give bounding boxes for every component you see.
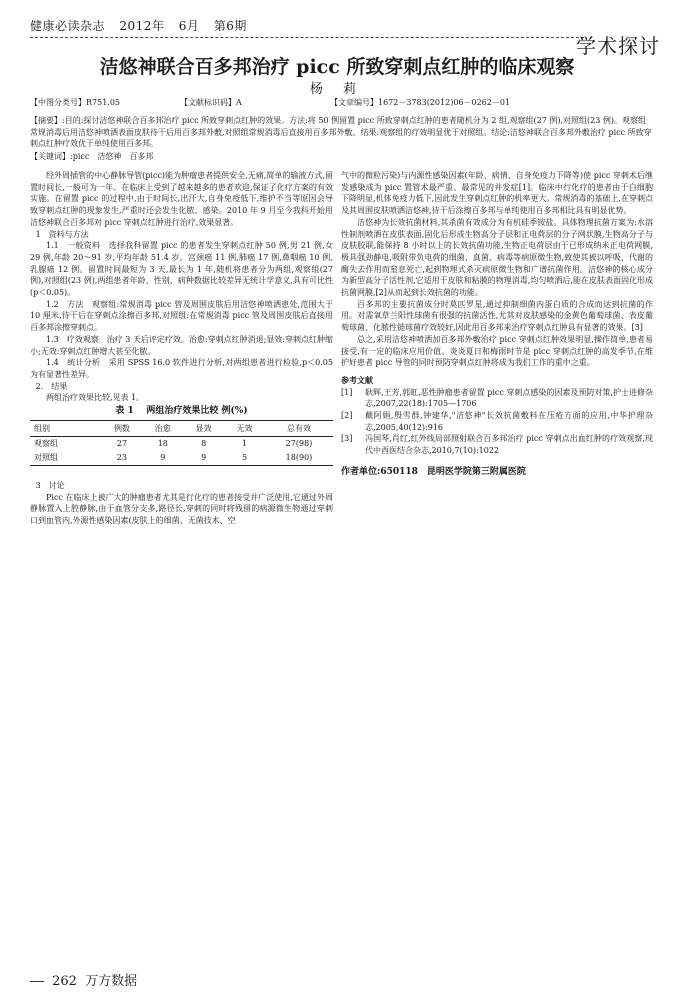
table-header-row xyxy=(30,420,333,437)
article-number: 【文章编号】1672－3783(2012)06－0262－01 xyxy=(330,98,511,107)
table-header-cell: 组别 xyxy=(30,420,102,437)
reference-text: 戴阿娟,殷雪群,钟建华,"洁悠神"长效抗菌敷料在压疮方面的应用,中华护理杂志,2005,40(12):916 xyxy=(365,411,653,432)
journal-year: 2012年 xyxy=(119,19,165,33)
table-header-cell: 治愈 xyxy=(142,420,183,437)
publisher-mark: 万方数据 xyxy=(85,974,138,989)
table-header-cell: 例数 xyxy=(102,420,143,437)
table-cell: 27(98) xyxy=(285,439,313,449)
clc-number: 【中图分类号】R751.05 xyxy=(30,98,121,107)
reference-item xyxy=(341,433,653,456)
section-heading: 2. 结果 xyxy=(35,381,68,391)
table-cell: 5 xyxy=(224,451,265,465)
keywords: 【关键词】:picc 洁悠神 百多邦 xyxy=(30,152,154,161)
journal-header xyxy=(30,17,257,34)
table-cell: 18 xyxy=(157,439,168,449)
discussion-paragraph: 气中的微粒污染)与内源性感染因素(年龄、病情、自身免疫力下降等)使 picc 穿刺术后继发感染成为 picc 置管术最严重、最常见的并发症[1]。临床中行化疗的患者由于白细胞下降明显,机体免疫力低下,因此发生穿刺点红肿的机率更大。常规消毒的基础上,在穿刺点及其周围皮肤喷洒洁悠神,待干后涂擦百多邦与单纯使用百多邦相比具有明显优势。 xyxy=(341,171,653,216)
section-label: 学术探讨 xyxy=(576,34,660,58)
section-heading: 1 资料与方法 xyxy=(35,229,89,239)
journal-issue: 第6期 xyxy=(213,19,247,33)
subsection-paragraph: 1.1 一般资料 选择我科留置 picc 的患者发生穿刺点红肿 50 例,男 21 例,女 29 例,年龄 20～91 岁,平均年龄 51.4 岁。宫颈癌 11 例,肺癌 17 例,鼻咽癌 10 例,乳腺癌 12 例。留置时间最短为 3 天,最长为 1 年,随机将患者分为两组,观察组(27 例),对照组(23 例),两组患者年龄、性别、病种数据比较差异无统计学意义,具有可比性(p＜0.05)。 xyxy=(30,241,333,298)
journal-month: 6月 xyxy=(178,19,200,33)
section-heading: 3 讨论 xyxy=(35,480,65,490)
discussion-paragraph: 洁悠神为长效抗菌材料,其杀菌有效成分为有机硅季铵盐。具体物理抗菌方案为:水溶性制剂喷洒在皮肤表面,固化后形成生物高分子层和正电荷层的分子网状膜,生物高分子与皮肤胶联,能保持 8 小时以上的长效抗菌功能,生物正电荷层由于已形成纳米正电荷网膜,极具强劲静电,吸附带负电荷的细菌、真菌、病毒等病原微生物,致使其被以呼吸、代谢的酶失去作用而窒息死亡,起到物理式杀灭病原微生物和广谱抗菌作用。洁悠神的核心成分为新型高分子活性剂,它适用于皮肤和粘膜的物理消毒,均匀喷洒后,能在皮肤表面固化形成抗菌网膜,[2]从而起到长效抗菌的功能。 xyxy=(341,217,653,298)
references-title: 参考文献 xyxy=(341,374,373,385)
table-row xyxy=(30,451,333,465)
table-title: 两组治疗效果比较 例(%) xyxy=(146,406,248,417)
discussion-paragraph: Picc 在临床上被广大的肿瘤患者尤其是行化疗的患者接受并广泛使用,它通过外周静脉置入上腔静脉,由于血管分支多,路径长,穿刺的同时将残留的病源微生物通过穿刺口到血管内,外源性感染因素(皮肤上的细菌、无菌技术、空 xyxy=(30,492,333,525)
page-number: 262 xyxy=(52,974,77,989)
author-affiliation: 作者单位:650118 昆明医学院第三附属医院 xyxy=(341,466,526,477)
table-cell: 9 xyxy=(183,451,224,465)
subsection-paragraph: 1.4 统计分析 采用 SPSS 16.0 软件进行分析,对两组患者进行检验,p＜0.05 为有显著性差异。 xyxy=(30,358,333,379)
footer-rule xyxy=(30,981,44,982)
table-header-cell: 显效 xyxy=(183,420,224,437)
left-column xyxy=(30,170,333,527)
table-cell: 观察组 xyxy=(34,439,58,449)
table-cell: 27 xyxy=(116,439,128,449)
table-label: 表 1 xyxy=(115,406,134,417)
abstract: 【摘要】:目的:探讨洁悠神联合百多邦治疗 picc 所致穿刺点红肿的效果。方法:将 50 例留置 picc 所致穿刺点红肿的患者随机分为 2 组,观察组(27 例),对照组(23 例)。观察组常规消毒后用洁悠神喷洒表面皮肤待干后用百多邦外敷,对照组常规消毒后直接用百多邦外敷。结果:观察组的疗效明显优于对照组。结论:洁悠神联合百多邦外敷治疗 picc 所致穿刺点红肿疗效优于单纯使用百多邦。 xyxy=(30,116,652,148)
intro-paragraph: 经外周插管的中心静脉导管(picc)能为肿瘤患者提供安全,无痛,简单的输液方式,留置时间长,一般可为一年。在临床上受到了越来越多的患者欢迎,保证了化疗方案的有效实施。在留置 picc 的过程中,由于时间长,出汗大,自身免疫低下,维护不当等原因会导致穿刺点红肿的现象发生,严重时还会发生化脓、感染。2010 年 9 月至今我科开始用洁悠神联合百多邦对 picc 穿刺点红肿进行治疗,效果显著。 xyxy=(30,171,333,227)
table-cell: 8 xyxy=(201,439,207,449)
subsection-paragraph: 1.2 方法 观察组:常规消毒 picc 管及周围皮肤后用洁悠神喷洒患处,范围大于 10 厘米,待干后在穿刺点涂擦百多邦,对照组:在常规消毒 picc 管及周围皮肤后直接用百多邦涂擦穿刺点。 xyxy=(30,299,333,333)
reference-item xyxy=(341,387,653,410)
reference-number: [1] xyxy=(341,387,353,397)
discussion-paragraph: 百多邦的主要抗菌成分时莫匹罗星,通过抑制细菌内蛋白质的合成而达到抗菌的作用。对需氧草兰阳性球菌有很强的抗菌活性,尤其对皮肤感染的金黄色葡萄球菌、表皮葡萄球菌、化脓性链球菌疗效较好,因此用百多邦来治疗穿刺点红肿具有显著的效果。[3] xyxy=(341,299,653,333)
subsection-paragraph: 1.3 疗效观察 治疗 3 天后评定疗效。治愈:穿刺点红肿消退;显效:穿刺点红肿缩小;无效:穿刺点红肿增大甚至化脓。 xyxy=(30,334,333,356)
table-cell: 1 xyxy=(241,439,248,449)
table-cell: 对照组 xyxy=(30,451,102,465)
header-rule xyxy=(30,37,584,38)
table-cell: 18(90) xyxy=(265,451,333,465)
document-code: 【文献标识码】A xyxy=(180,98,242,107)
reference-text: 耿辉,王芳,郭虹,恶性肿瘤患者留置 picc 穿刺点感染的因素及预防对策,护士进修杂志,2007,22(18):1705—1706 xyxy=(365,387,653,409)
reference-number: [3] xyxy=(341,434,353,444)
page-footer xyxy=(30,970,137,989)
table-cell: 23 xyxy=(102,451,143,465)
conclusion-paragraph: 总之,采用洁悠神喷洒加百多邦外敷治疗 picc 穿刺点红肿效果明显,操作简单,患者易接受,有一定的临床应用价值。炎炎夏日和梅雨时节是 picc 穿刺点红肿的高发季节,在维护好患者 picc 导管的同时预防穿刺点红肿将成为我们工作的重中之重。 xyxy=(341,334,653,368)
right-column xyxy=(341,170,653,479)
article-title: 洁悠神联合百多邦治疗 picc 所致穿刺点红肿的临床观察 xyxy=(99,56,575,78)
table-header-cell: 总有效 xyxy=(265,420,333,437)
reference-number: [2] xyxy=(341,411,353,421)
article-author: 杨 莉 xyxy=(309,82,365,97)
results-text: 两组治疗效果比较,见表 1。 xyxy=(46,393,145,403)
table-header-cell: 无效 xyxy=(224,420,265,437)
table-caption xyxy=(30,406,333,418)
journal-name: 健康必读杂志 xyxy=(30,19,106,33)
table-row xyxy=(30,437,333,451)
reference-item xyxy=(341,410,653,433)
results-table xyxy=(30,420,333,466)
table-cell: 9 xyxy=(142,451,183,465)
reference-text: 冯国琴,肖红,红外线局部照射联合百多邦治疗 picc 穿刺点出血红肿的疗效观察,现代中西医结合杂志,2010,7(10):1022 xyxy=(365,434,653,456)
